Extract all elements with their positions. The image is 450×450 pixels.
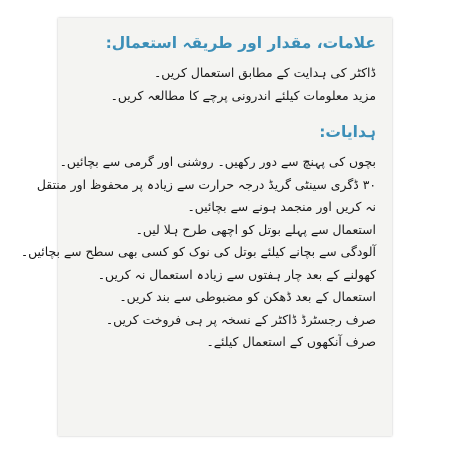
section-heading-usage: علامات، مقدار اور طریقہ استعمال: [105,34,376,52]
section-heading-instructions: ہدایات: [319,123,376,141]
instruction-line-4: استعمال سے پہلے بوتل کو اچھی طرح ہلا لیں۔ [135,221,376,237]
instruction-line-2: ۳۰ ڈگری سینٹی گریڈ درجہ حرارت سے زیادہ پر محفوظ اور منتقل [36,176,376,192]
instruction-line-3: نہ کریں اور منجمد ہونے سے بچائیں۔ [187,199,376,214]
instruction-line-5: آلودگی سے بچانے کیلئے بوتل کی نوک کو کسی بھی سطح سے بچائیں۔ [20,244,376,259]
usage-line-1: ڈاکٹر کی ہدایت کے مطابق استعمال کریں۔ [154,65,376,80]
instruction-line-6: کھولنے کے بعد چار ہفتوں سے زیادہ استعمال نہ کریں۔ [97,266,376,282]
instruction-line-8: صرف رجسٹرڈ ڈاکٹر کے نسخہ پر ہی فروخت کریں۔ [105,311,376,327]
instruction-line-1: بچوں کی پہنچ سے دور رکھیں۔ روشنی اور گرمی سے بچائیں۔ [59,154,376,169]
leaflet-panel [20,18,392,436]
usage-line-2: مزید معلومات کیلئے اندرونی پرچے کا مطالعہ کریں۔ [110,87,376,103]
instruction-line-7: استعمال کے بعد ڈھکن کو مضبوطی سے بند کریں۔ [119,289,376,304]
instruction-line-9: صرف آنکھوں کے استعمال کیلئے۔ [206,334,376,349]
